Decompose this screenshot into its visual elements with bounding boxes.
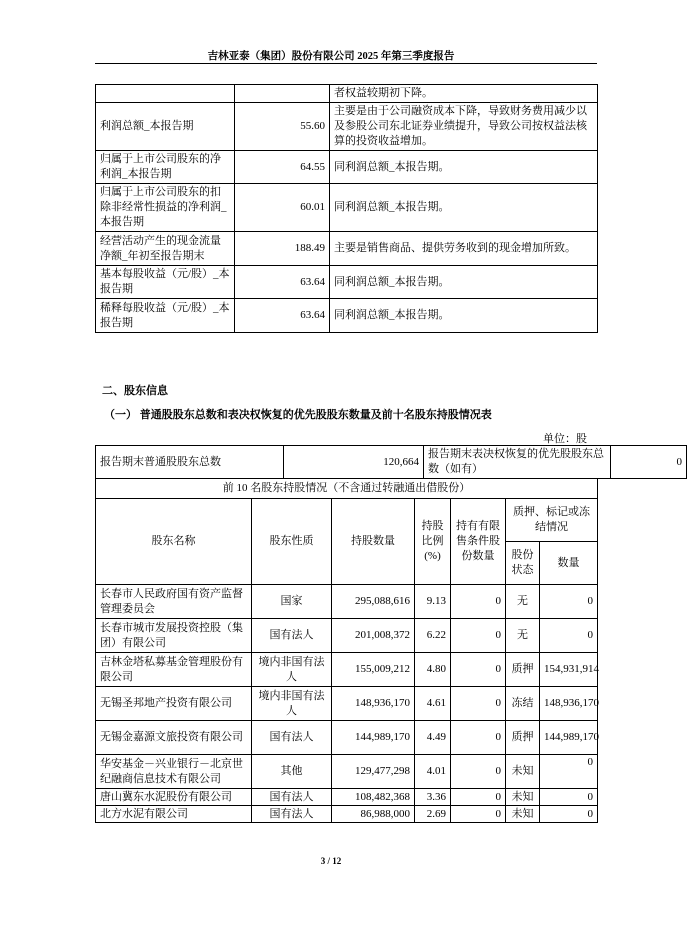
shareholder-shares: 155,009,212	[332, 653, 415, 687]
shareholder-nature: 国有法人	[252, 721, 332, 755]
table-row	[96, 232, 598, 266]
shareholder-status: 冻结	[506, 687, 540, 721]
table-row	[96, 184, 598, 232]
shareholder-nature: 国有法人	[252, 806, 332, 823]
shareholder-shares: 148,936,170	[332, 687, 415, 721]
shareholder-nature: 国家	[252, 585, 332, 619]
shareholder-nature: 其他	[252, 755, 332, 789]
item-cell: 归属于上市公司股东的净利润_本报告期	[96, 151, 235, 184]
shareholder-ratio: 4.80	[415, 653, 451, 687]
header-shares: 持股数量	[332, 499, 415, 585]
shareholder-quantity: 0	[540, 806, 598, 823]
shareholder-status: 无	[506, 619, 540, 653]
shareholder-quantity: 0	[540, 585, 598, 619]
header-name: 股东名称	[96, 499, 252, 585]
shareholder-quantity: 0	[540, 619, 598, 653]
shareholder-shares: 144,989,170	[332, 721, 415, 755]
shareholder-name: 唐山冀东水泥股份有限公司	[96, 789, 252, 806]
shareholder-name: 吉林金塔私募基金管理股份有限公司	[96, 653, 252, 687]
pct-cell	[235, 85, 330, 103]
page-number: 3 / 12	[320, 856, 342, 866]
shareholder-quantity: 0	[540, 755, 598, 789]
reason-cell: 同利润总额_本报告期。	[330, 151, 598, 184]
table-row	[96, 266, 598, 299]
table-row	[96, 85, 598, 103]
pct-cell: 63.64	[235, 266, 330, 299]
table-row	[96, 585, 598, 619]
shareholder-name: 华安基金－兴业银行－北京世纪融商信息技术有限公司	[96, 755, 252, 789]
shareholder-count-table	[95, 445, 687, 479]
top-shareholders-table	[95, 478, 598, 823]
table-row	[96, 299, 598, 333]
shareholder-name: 无锡圣邦地产投资有限公司	[96, 687, 252, 721]
table-row	[96, 789, 598, 806]
header-status: 股份状态	[506, 542, 540, 585]
subsection-title: （一） 普通股股东总数和表决权恢复的优先股股东数量及前十名股东持股情况表	[104, 409, 492, 421]
shareholder-status: 未知	[506, 789, 540, 806]
pct-cell: 64.55	[235, 151, 330, 184]
top10-caption: 前 10 名股东持股情况（不含通过转融通出借股份）	[96, 479, 598, 499]
shareholder-status: 质押	[506, 653, 540, 687]
table-row	[96, 653, 598, 687]
shareholder-restricted: 0	[451, 721, 506, 755]
pref-label: 报告期末表决权恢复的优先股股东总数（如有）	[424, 446, 611, 479]
unit-label: 单位：股	[543, 433, 587, 445]
shareholder-ratio: 6.22	[415, 619, 451, 653]
total-label: 报告期末普通股股东总数	[96, 446, 284, 479]
shareholder-nature: 国有法人	[252, 619, 332, 653]
shareholder-ratio: 4.49	[415, 721, 451, 755]
shareholder-ratio: 4.01	[415, 755, 451, 789]
table-row	[96, 721, 598, 755]
shareholder-restricted: 0	[451, 806, 506, 823]
item-cell: 稀释每股收益（元/股）_本报告期	[96, 299, 235, 333]
shareholder-restricted: 0	[451, 687, 506, 721]
shareholder-status: 未知	[506, 806, 540, 823]
table-row	[96, 151, 598, 184]
shareholder-quantity: 148,936,170	[540, 687, 598, 721]
table-row	[96, 755, 598, 789]
shareholder-name: 长春市城市发展投资控股（集团）有限公司	[96, 619, 252, 653]
table-row	[96, 446, 687, 479]
shareholder-restricted: 0	[451, 585, 506, 619]
shareholder-name: 无锡金嘉源文旅投资有限公司	[96, 721, 252, 755]
shareholder-restricted: 0	[451, 619, 506, 653]
shareholder-nature: 境内非国有法人	[252, 653, 332, 687]
header-divider	[95, 63, 597, 64]
shareholder-status: 未知	[506, 755, 540, 789]
shareholder-name: 长春市人民政府国有资产监督管理委员会	[96, 585, 252, 619]
table-row	[96, 499, 598, 542]
reason-cell: 同利润总额_本报告期。	[330, 266, 598, 299]
shareholder-shares: 108,482,368	[332, 789, 415, 806]
reason-cell: 同利润总额_本报告期。	[330, 299, 598, 333]
shareholder-quantity: 154,931,914	[540, 653, 598, 687]
pref-value: 0	[611, 446, 687, 479]
shareholder-restricted: 0	[451, 653, 506, 687]
pct-cell: 188.49	[235, 232, 330, 266]
header-restricted: 持有有限售条件股份数量	[451, 499, 506, 585]
table-row	[96, 103, 598, 151]
table-row	[96, 619, 598, 653]
shareholder-status: 质押	[506, 721, 540, 755]
header-nature: 股东性质	[252, 499, 332, 585]
shareholder-ratio: 4.61	[415, 687, 451, 721]
table-row	[96, 806, 598, 823]
header-ratio: 持股比例(%)	[415, 499, 451, 585]
item-cell: 经营活动产生的现金流量净额_年初至报告期末	[96, 232, 235, 266]
shareholder-ratio: 3.36	[415, 789, 451, 806]
pct-cell: 55.60	[235, 103, 330, 151]
header-quantity: 数量	[540, 542, 598, 585]
shareholder-quantity: 0	[540, 789, 598, 806]
shareholder-status: 无	[506, 585, 540, 619]
shareholder-name: 北方水泥有限公司	[96, 806, 252, 823]
item-cell	[96, 85, 235, 103]
pct-cell: 60.01	[235, 184, 330, 232]
table-row	[96, 479, 598, 499]
item-cell: 归属于上市公司股东的扣除非经常性损益的净利润_本报告期	[96, 184, 235, 232]
section-title: 二、股东信息	[102, 385, 168, 397]
shareholder-restricted: 0	[451, 755, 506, 789]
shareholder-nature: 境内非国有法人	[252, 687, 332, 721]
header-pledge-group: 质押、标记或冻结情况	[506, 499, 598, 542]
shareholder-nature: 国有法人	[252, 789, 332, 806]
reason-cell: 主要是销售商品、提供劳务收到的现金增加所致。	[330, 232, 598, 266]
shareholder-shares: 201,008,372	[332, 619, 415, 653]
shareholder-ratio: 2.69	[415, 806, 451, 823]
page-header-title: 吉林亚泰（集团）股份有限公司 2025 年第三季度报告	[207, 51, 455, 62]
total-value: 120,664	[284, 446, 424, 479]
change-reason-table	[95, 84, 598, 333]
shareholder-restricted: 0	[451, 789, 506, 806]
shareholder-shares: 129,477,298	[332, 755, 415, 789]
shareholder-shares: 295,088,616	[332, 585, 415, 619]
item-cell: 基本每股收益（元/股）_本报告期	[96, 266, 235, 299]
item-cell: 利润总额_本报告期	[96, 103, 235, 151]
shareholder-ratio: 9.13	[415, 585, 451, 619]
pct-cell: 63.64	[235, 299, 330, 333]
reason-cell: 主要是由于公司融资成本下降，导致财务费用减少以及参股公司东北证券业绩提升，导致公司按权益法核算的投资收益增加。	[330, 103, 598, 151]
shareholder-shares: 86,988,000	[332, 806, 415, 823]
reason-cell: 同利润总额_本报告期。	[330, 184, 598, 232]
reason-cell: 者权益较期初下降。	[330, 85, 598, 103]
shareholder-quantity: 144,989,170	[540, 721, 598, 755]
table-row	[96, 687, 598, 721]
